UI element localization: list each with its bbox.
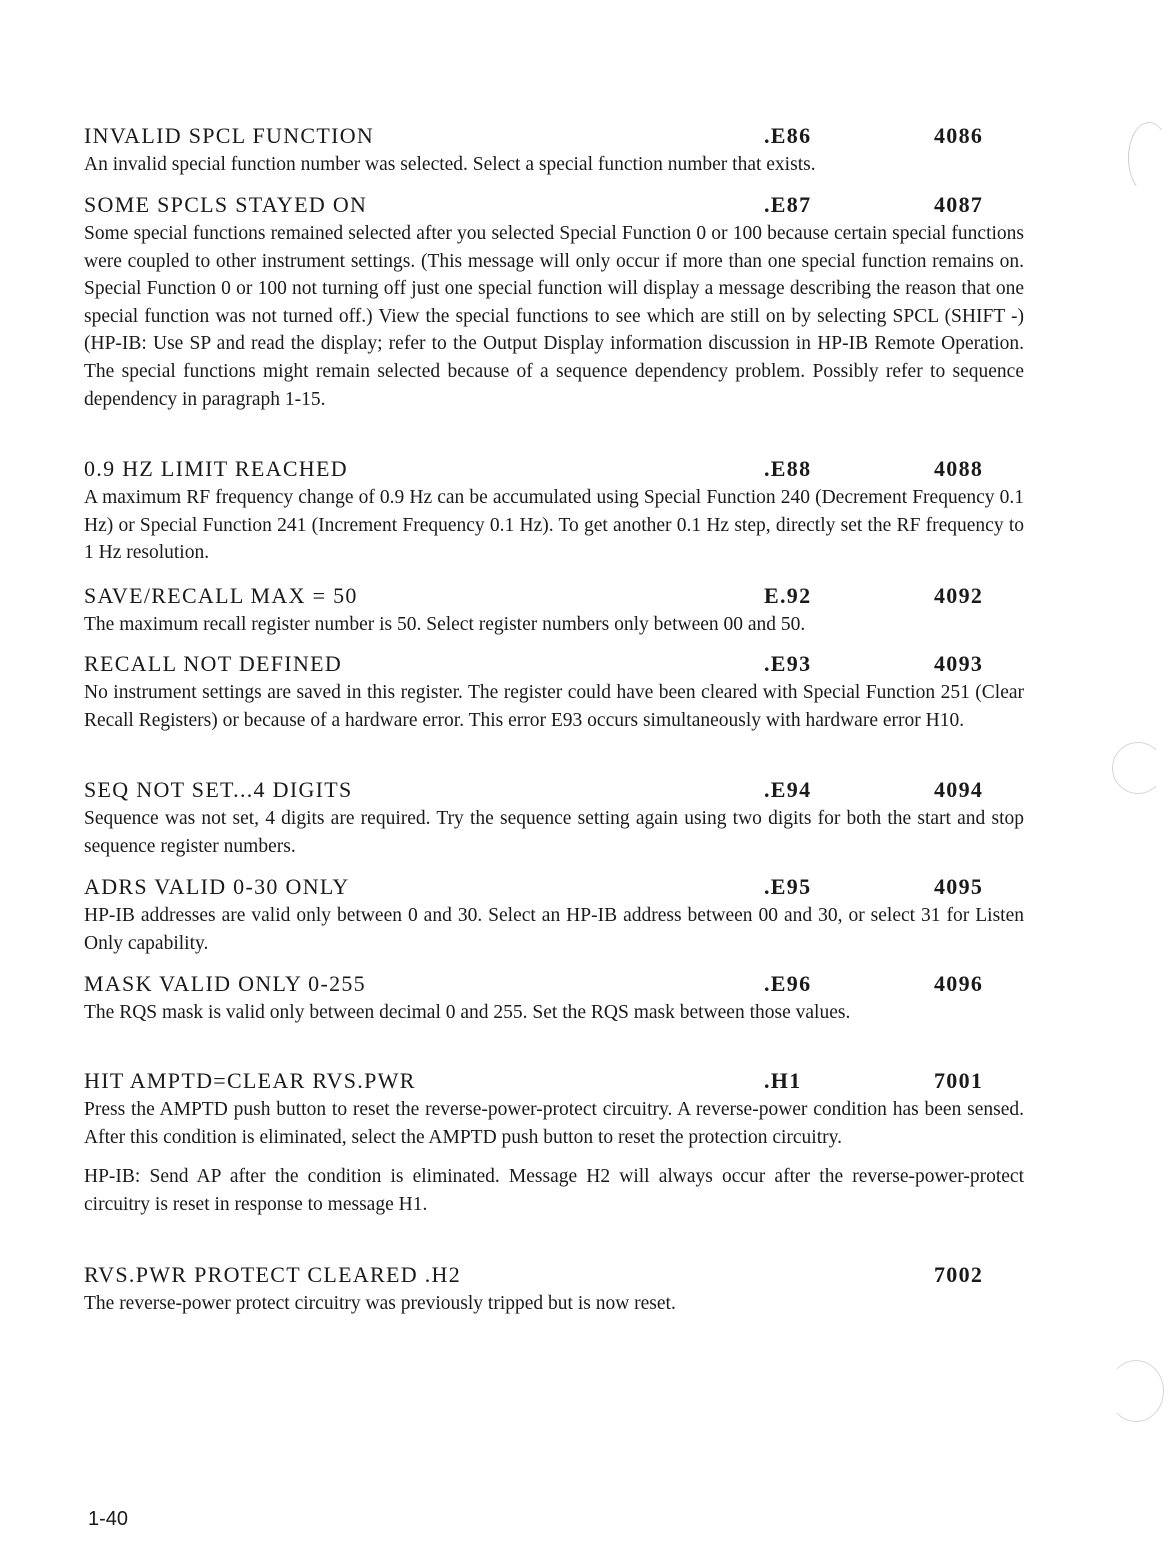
message-entry xyxy=(84,123,1024,179)
entry-title: RECALL NOT DEFINED xyxy=(84,651,343,676)
entry-number: 4086 xyxy=(934,123,984,148)
message-entry xyxy=(84,192,1024,413)
message-entry xyxy=(84,583,1024,639)
punch-hole-mark xyxy=(1108,1360,1164,1422)
message-entry xyxy=(84,874,1024,957)
entry-description: HP-IB addresses are valid only between 0 and 30. Select an HP-IB address between 00 and 30, or select 31 for Listen Only capability. xyxy=(84,905,1024,954)
entry-number: 4087 xyxy=(934,192,984,217)
page-number: 1-40 xyxy=(88,1508,129,1530)
entry-description: Press the AMPTD push button to reset the reverse-power-protect circuitry. A reverse-power condition has been sensed. After this condition is eliminated, select the AMPTD push button to reset the protection circuitry. xyxy=(84,1099,1024,1148)
entry-number: 7002 xyxy=(934,1262,984,1287)
entry-number: 4088 xyxy=(934,456,984,481)
entry-header xyxy=(84,651,1024,679)
entry-header xyxy=(84,192,1024,220)
entry-title: SEQ NOT SET...4 DIGITS xyxy=(84,777,353,802)
entry-number: 4095 xyxy=(934,874,984,899)
entry-title: 0.9 HZ LIMIT REACHED xyxy=(84,456,348,481)
entry-header xyxy=(84,777,1024,805)
entry-code: .E93 xyxy=(764,651,812,676)
message-entry xyxy=(84,1068,1024,1218)
entry-header xyxy=(84,874,1024,902)
entry-title: SOME SPCLS STAYED ON xyxy=(84,192,368,217)
entry-code: .E95 xyxy=(764,874,812,899)
entry-number: 7001 xyxy=(934,1068,984,1093)
entry-description: An invalid special function number was selected. Select a special function number that exists. xyxy=(84,154,816,175)
message-entry xyxy=(84,971,1024,1027)
punch-hole-mark xyxy=(1128,122,1170,194)
entry-header xyxy=(84,583,1024,611)
message-entry xyxy=(84,456,1024,567)
entry-description: The reverse-power protect circuitry was previously tripped but is now reset. xyxy=(84,1293,676,1314)
entry-header xyxy=(84,971,1024,999)
entry-title: ADRS VALID 0-30 ONLY xyxy=(84,874,350,899)
entry-title: SAVE/RECALL MAX = 50 xyxy=(84,583,358,608)
entry-title: HIT AMPTD=CLEAR RVS.PWR xyxy=(84,1068,416,1093)
entry-header xyxy=(84,456,1024,484)
entry-description: Some special functions remained selected after you selected Special Function 0 or 100 because certain special functions were coupled to other instrument settings. (This message will only occur if more than one special function remains on. Special Function 0 or 100 not turning off just one special function will display a message describing the reason that one special function was not turned off.) View the special functions to see which are still on by selecting SPCL (SHIFT -) (HP-IB: Use SP and read the display; refer to the Output Display information discussion in HP-IB Remote Operation. The special functions might remain selected because of a sequence dependency problem. Possibly refer to sequence dependency in paragraph 1-15. xyxy=(84,223,1024,410)
entry-header xyxy=(84,1068,1024,1096)
entry-description-hpib: HP-IB: Send AP after the condition is eliminated. Message H2 will always occur after the reverse-power-protect circuitry is reset in response to message H1. xyxy=(84,1166,1024,1215)
entry-code: .E88 xyxy=(764,456,812,481)
entry-title: INVALID SPCL FUNCTION xyxy=(84,123,375,148)
entry-code: E.92 xyxy=(764,583,812,608)
message-entry xyxy=(84,1262,1024,1318)
entry-number: 4093 xyxy=(934,651,984,676)
entry-number: 4092 xyxy=(934,583,984,608)
message-entry xyxy=(84,777,1024,860)
entry-code: .H1 xyxy=(764,1068,802,1093)
message-entry xyxy=(84,651,1024,734)
entry-code: .E96 xyxy=(764,971,812,996)
entry-code: .E86 xyxy=(764,123,812,148)
entry-description: Sequence was not set, 4 digits are required. Try the sequence setting again using two digits for both the start and stop sequence register numbers. xyxy=(84,808,1024,857)
entry-title: MASK VALID ONLY 0-255 xyxy=(84,971,366,996)
entry-header xyxy=(84,1262,1024,1290)
entry-description: No instrument settings are saved in this register. The register could have been cleared with Special Function 251 (Clear Recall Registers) or because of a hardware error. This error E93 occurs simultaneously with hardware error H10. xyxy=(84,682,1024,731)
entry-description: The RQS mask is valid only between decimal 0 and 255. Set the RQS mask between those values. xyxy=(84,1002,851,1023)
punch-hole-mark xyxy=(1112,742,1164,794)
entry-number: 4094 xyxy=(934,777,984,802)
entry-code: .E87 xyxy=(764,192,812,217)
entry-title: RVS.PWR PROTECT CLEARED .H2 xyxy=(84,1262,462,1287)
entry-description: A maximum RF frequency change of 0.9 Hz can be accumulated using Special Function 240 (Decrement Frequency 0.1 Hz) or Special Function 241 (Increment Frequency 0.1 Hz). To get another 0.1 Hz step, directly set the RF frequency to 1 Hz resolution. xyxy=(84,487,1024,564)
entry-header xyxy=(84,123,1024,151)
entry-code: .E94 xyxy=(764,777,812,802)
entry-number: 4096 xyxy=(934,971,984,996)
entry-description: The maximum recall register number is 50. Select register numbers only between 00 and 50. xyxy=(84,614,806,635)
